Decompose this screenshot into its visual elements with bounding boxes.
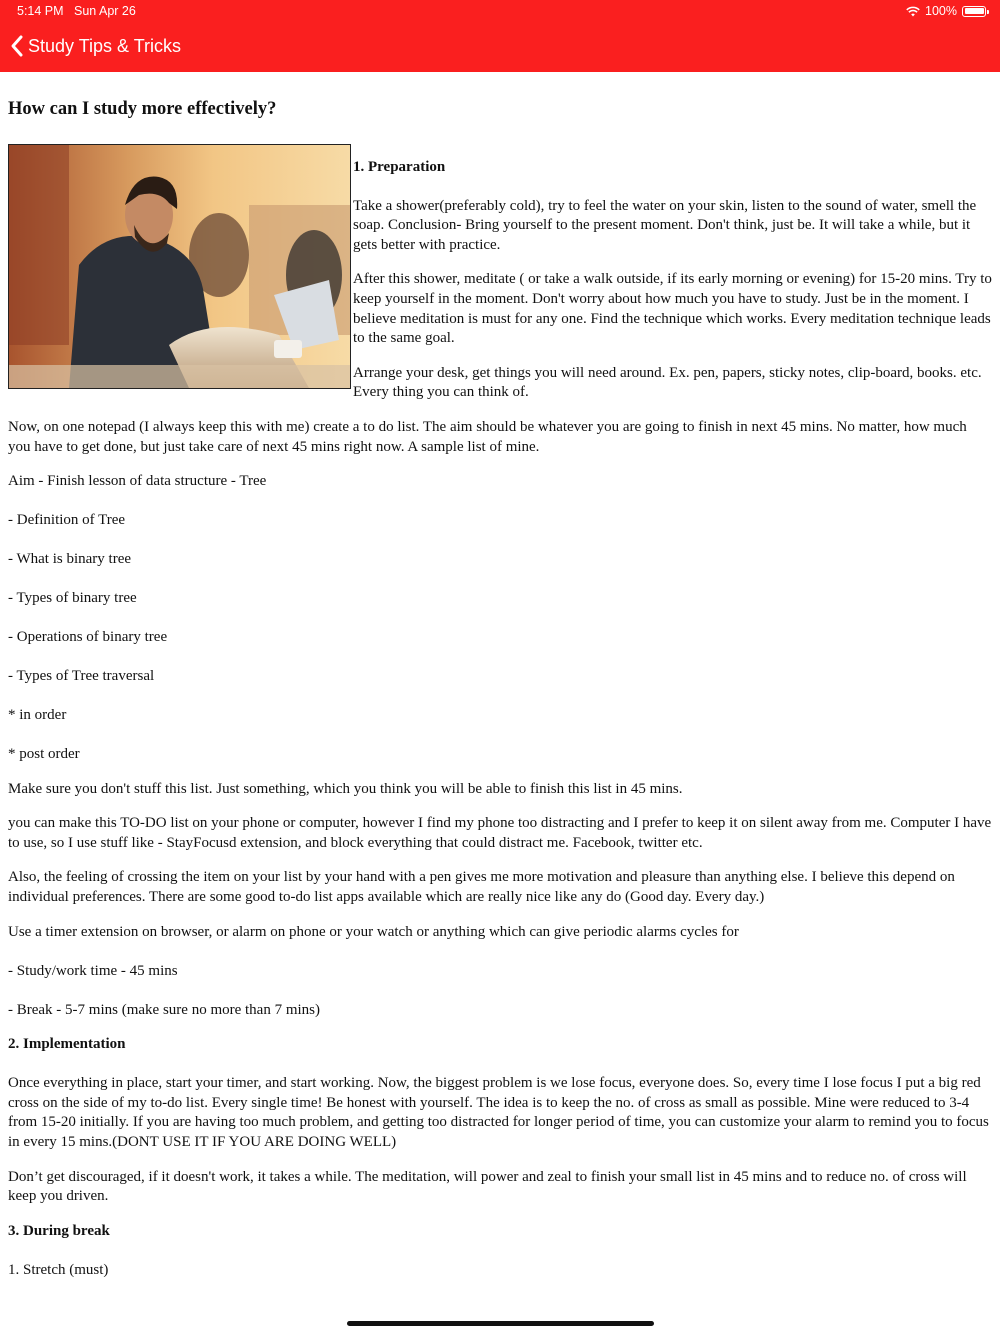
status-right: [906, 4, 986, 18]
paragraph: you can make this TO-DO list on your phone or computer, however I find my phone too distracting and I prefer to keep it on silent away from me. Computer I have to use, so I use stuff like - StayFocusd extension, and block everything that could distract me. Facebook, twitter etc.: [8, 815, 992, 851]
study-photo: [9, 145, 350, 388]
list-item: - Operations of binary tree: [8, 629, 168, 646]
section-heading-during-break: 3. During break: [8, 1222, 110, 1239]
back-button[interactable]: [10, 34, 181, 58]
list-item: * post order: [8, 746, 80, 763]
list-item: - Types of Tree traversal: [8, 668, 155, 685]
paragraph: Use a timer extension on browser, or alarm on phone or your watch or anything which can give periodic alarms cycles for: [8, 923, 739, 940]
article-title: How can I study more effectively?: [8, 99, 277, 119]
article-image: [8, 144, 351, 389]
list-item: * in order: [8, 707, 67, 724]
paragraph: Now, on one notepad (I always keep this with me) create a to do list. The aim should be whatever you are going to finish in next 45 mins. No matter, how much you have to get done, but just take care of next 45 mins right now. A sample list of mine.: [8, 418, 967, 455]
status-time-text: 5:14 PM: [17, 4, 64, 18]
section-heading-preparation: 1. Preparation: [353, 159, 446, 175]
paragraph: Once everything in place, start your timer, and start working. Now, the biggest problem is we lose focus, everyone does. So, every time I lose focus I put a big red cross on the side of my to-do list. Every single time! Be honest with yourself. The idea is to keep the no. of cross as small as possible. Mine were reduced to 3-4 from 15-20 initially. If you are having too much problem, and getting too distracted for longer period of time, you can customize your alarm to remind you to focus in every 15 mins.(DONT USE IT IF YOU ARE DOING WELL): [8, 1075, 989, 1150]
paragraph: Arrange your desk, get things you will need around. Ex. pen, papers, sticky notes, clip-board, books. etc. Every thing you can think of.: [353, 364, 982, 401]
status-bar: [0, 0, 1000, 24]
nav-title: Study Tips & Tricks: [28, 35, 182, 56]
list-item: - What is binary tree: [8, 551, 132, 568]
paragraph: Don’t get discouraged, if it doesn't work, it takes a while. The meditation, will power and zeal to finish your small list in 45 mins and to reduce no. of cross will keep you driven.: [8, 1168, 967, 1205]
list-item: Aim - Finish lesson of data structure - Tree: [8, 473, 267, 490]
section-heading-implementation: 2. Implementation: [8, 1036, 126, 1053]
chevron-left-icon: [10, 34, 24, 58]
list-item: - Types of binary tree: [8, 590, 137, 607]
list-item: - Break - 5-7 mins (make sure no more than 7 mins): [8, 1001, 321, 1018]
wifi-icon: [906, 6, 920, 17]
paragraph: Also, the feeling of crossing the item on your list by your hand with a pen gives me more motivation and pleasure than anything else. I believe this depend on individual preferences. There are some good to-do list apps available which are really nice like any do (Good day. Every day.): [8, 869, 955, 905]
list-item: - Definition of Tree: [8, 512, 126, 529]
status-date: Sun Apr 26: [73, 4, 136, 18]
battery-percent: 100%: [925, 4, 957, 18]
article-content: [8, 72, 992, 1295]
paragraph: After this shower, meditate ( or take a walk outside, if its early morning or evening) for 15-20 mins. Try to keep yourself in the moment. Don't worry about how much you have to study. Just be in the moment. I believe meditation is must for any one. Find the technique which works. Every meditation technique leads to the same goal.: [353, 271, 992, 347]
todo-list: [8, 472, 992, 764]
list-item: 1. Stretch (must): [8, 1261, 109, 1278]
paragraph: Take a shower(preferably cold), try to feel the water on your skin, listen to the sound of water, smell the soap. Conclusion- Bring yourself to the present moment. Don't think, just be. It will take a while, but it gets better with practice.: [353, 197, 977, 253]
list-item: - Study/work time - 45 mins: [8, 962, 178, 979]
status-time: [17, 4, 136, 18]
battery-icon: [962, 6, 986, 17]
paragraph: Make sure you don't stuff this list. Just something, which you think you will be able to finish this list in 45 mins.: [8, 780, 683, 797]
home-indicator[interactable]: [347, 1321, 654, 1326]
app-header: [0, 0, 1000, 72]
